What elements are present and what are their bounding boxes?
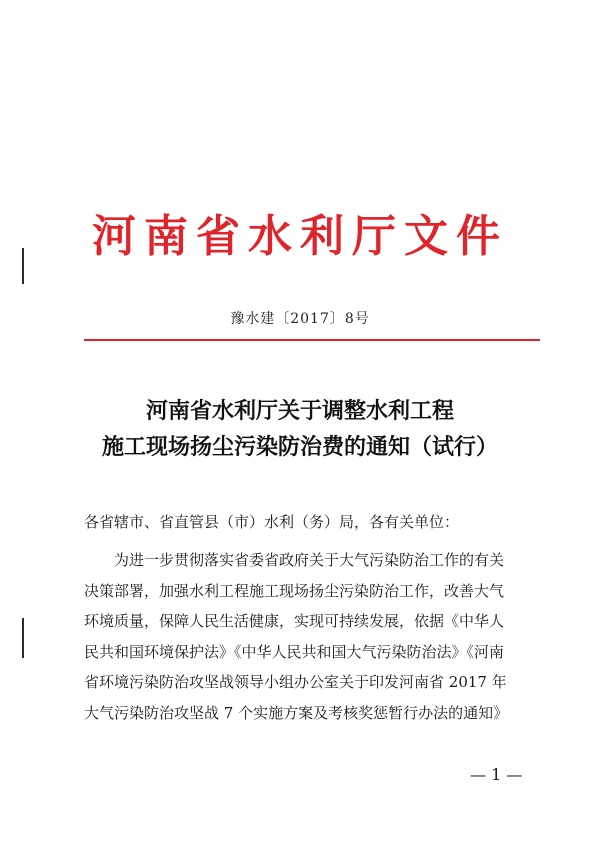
body-line: 省环境污染防治攻坚战领导小组办公室关于印发河南省 2017 年 <box>84 673 507 691</box>
notice-title-line-1: 河南省水利厅关于调整水利工程 <box>145 398 454 424</box>
body-line: 决策部署，加强水利工程施工现场扬尘污染防治工作，改善大气 <box>84 581 505 600</box>
page-number: — 1 — <box>470 765 523 784</box>
body-line: 大气污染防治攻坚战 7 个实施方案及考核奖惩暂行办法的通知》 <box>84 703 509 722</box>
notice-title <box>0 393 600 465</box>
salutation: 各省辖市、省直管县（市）水利（务）局，各有关单位： <box>84 513 460 531</box>
margin-mark <box>22 618 24 658</box>
body-line: 民共和国环境保护法》《中华人民共和国大气污染防治法》《河南 <box>84 642 505 661</box>
document-header-title: 河南省水利厅文件 <box>92 211 508 262</box>
red-divider-line <box>84 339 540 341</box>
notice-title-line-2: 施工现场扬尘污染防治费的通知（试行） <box>101 434 498 460</box>
document-number: 豫水建〔2017〕8号 <box>230 311 370 327</box>
body-paragraph <box>84 545 552 728</box>
body-line: 为进一步贯彻落实省委省政府关于大气污染防治工作的有关 <box>84 551 505 569</box>
body-line: 环境质量，保障人民生活健康，实现可持续发展，依据《中华人 <box>84 612 505 630</box>
